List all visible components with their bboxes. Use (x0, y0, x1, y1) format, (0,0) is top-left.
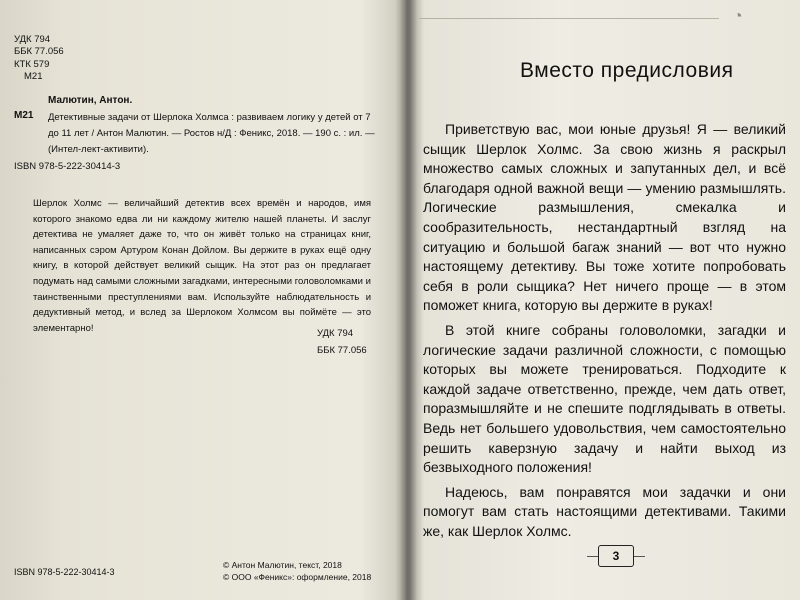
bibliographic-reference: Детективные задачи от Шерлока Холмса : развиваем логику у детей от 7 до 11 лет / Антон Малютин. — Ростов н/Д : Феникс, 2018. — 190 с. : ил. — (Интел-лект-активити). (48, 112, 375, 155)
author-mark: М21 (24, 71, 43, 83)
paragraph: Приветствую вас, мои юные друзья! Я — великий сыщик Шерлок Холмс. За свою жизнь я раскрыл множество самых сложных и запутанных дел, и всё благодаря одной важной вещи — умению размышлять. Логические размышления, смекалка и сообразительность, нестандартный взгляд на ситуацию и большой багаж знаний — вот что нужно настоящему детективу. Вы тоже хотите попробовать себя в роли сыщика? Нет ничего проще — в этом поможет книга, которую вы держите в руках! (423, 121, 786, 314)
author-name: Малютин, Антон. (48, 95, 133, 106)
book-abstract: Шерлок Холмс — величайший детектив всех времён и народов, имя которого знакомо едва ли ни каждому жителю нашей планеты. И заслуг детектива не умаляет даже то, что он живёт только на страницах книг, написанных сэром Артуром Конан Дойлом. Вы держите в руках ещё одну книгу, в которой действует великий сыщик. На этот раз он предлагает подумать над самыми сложными загадками, интересными головоломками и таинственными преступлениями вам. Используйте наблюдательность и дедуктивный метод, и вслед за Шерлоком Холмсом вы поймёте — это элементарно! (33, 198, 371, 334)
ktk-code: КТК 579 (14, 58, 50, 70)
copyright-design: © ООО «Феникс»: оформление, 2018 (223, 572, 372, 582)
book-gutter (395, 0, 417, 600)
left-page-imprint (0, 0, 398, 600)
header-rule (419, 18, 719, 19)
paragraph: В этой книге собраны головоломки, загадки и логические задачи различной сложности, с помощью которых вы можете тренироваться. Подходите к каждой задаче ответственно, прежде, чем дать ответ, поразмышляйте и не спешите подглядывать в ответы. Ведь нет большего удовольствия, чем самостоятельно решить каверзную задачу и найти выход из безвыходного положения! (423, 321, 786, 476)
udk-code: УДК 794 (317, 328, 354, 339)
bbk-code: ББК 77.056 (317, 344, 367, 356)
isbn: ISBN 978-5-222-30414-3 (14, 161, 121, 172)
catalog-mark: М21 (14, 110, 34, 121)
isbn-bottom: ISBN 978-5-222-30414-3 (14, 567, 115, 577)
udk-code: УДК 794 (14, 34, 51, 45)
right-page-foreword (415, 0, 800, 600)
foreword-text (423, 120, 786, 541)
page-number: 3 (598, 545, 634, 567)
copyright-notice (223, 559, 371, 583)
copyright-text: © Антон Малютин, текст, 2018 (223, 560, 342, 570)
paragraph: Надеюсь, вам понравятся мои задачки и они помогут вам стать настоящими детективами. Такими же, как Шерлок Холмс. (423, 483, 786, 539)
classification-codes (14, 34, 64, 84)
section-title: Вместо предисловия (520, 59, 734, 82)
abstract-codes (317, 326, 367, 359)
header-ornament-icon: ◔ (733, 8, 743, 25)
bbk-code: ББК 77.056 (14, 46, 64, 58)
